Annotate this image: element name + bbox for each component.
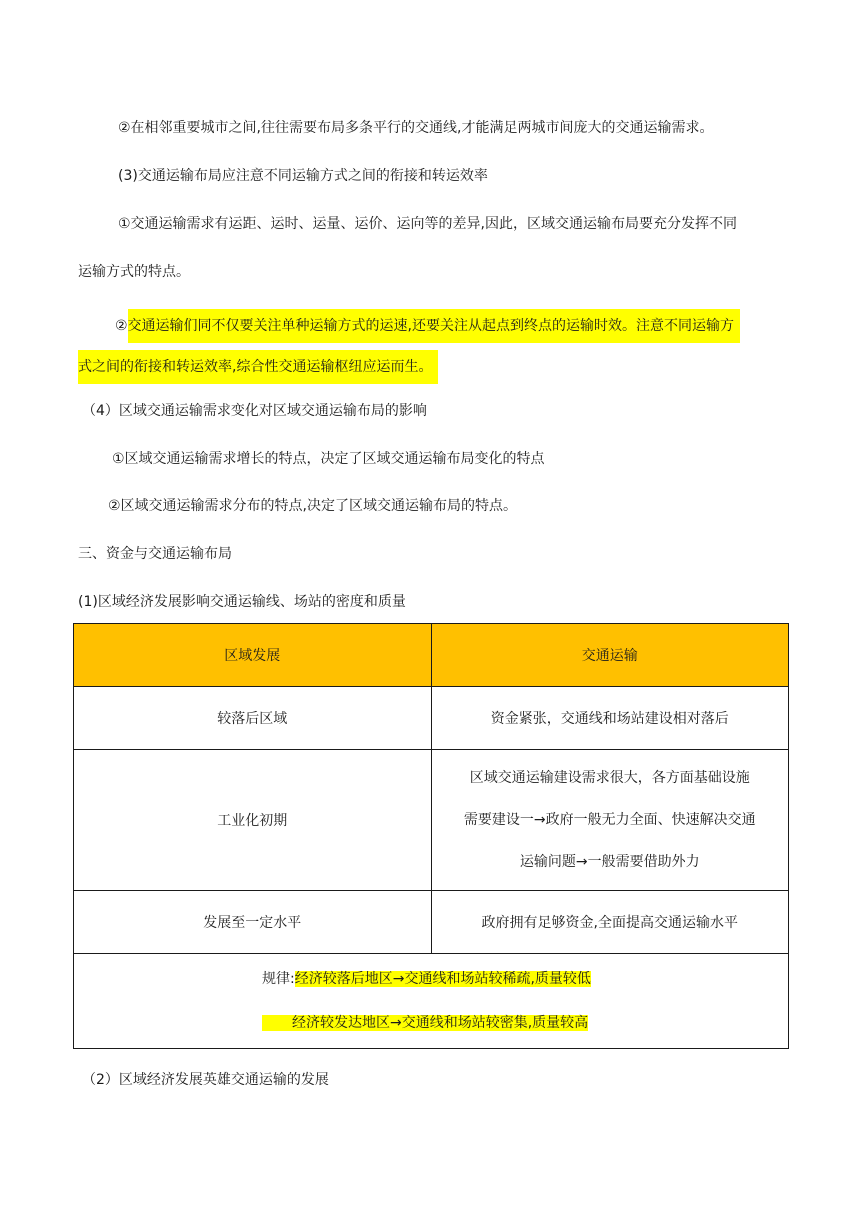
law-text-1: 经济较落后地区→交通线和场站较稀疏,质量较低	[294, 971, 591, 987]
paragraph-transport-diff-2: 运输方式的特点。	[78, 264, 190, 280]
heading-economic-development: （2）区域经济发展英雄交通运输的发展	[82, 1072, 329, 1088]
table-row	[74, 687, 789, 750]
transport-line: 需要建设一→政府一般无力全面、快速解决交通	[463, 812, 756, 828]
header-regional-development: 区域发展	[74, 624, 432, 687]
transport-line: 区域交通运输建设需求很大，各方面基础设施	[469, 770, 750, 786]
table-row	[74, 891, 789, 954]
paragraph-transport-diff-1: ①交通运输需求有运距、运时、运量、运价、运向等的差异,因此，区域交通运输布局要充分发挥不同	[118, 216, 737, 232]
heading-transfer-efficiency: (3)交通运输布局应注意不同运输方式之间的衔接和转运效率	[118, 168, 488, 184]
stage-cell: 较落后区域	[74, 687, 432, 750]
paragraph-demand-growth: ①区域交通运输需求增长的特点，决定了区域交通运输布局变化的特点	[112, 451, 545, 467]
table-header-row	[74, 624, 789, 687]
law-cell	[74, 954, 789, 1049]
law-line-1	[82, 957, 780, 1001]
law-line-2	[82, 1001, 780, 1045]
heading-demand-change: （4）区域交通运输需求变化对区域交通运输布局的影响	[82, 403, 427, 419]
paragraph-demand-distribution: ②区域交通运输需求分布的特点,决定了区域交通运输布局的特点。	[108, 498, 517, 514]
stage-cell: 工业化初期	[74, 750, 432, 891]
table-row	[74, 750, 789, 891]
highlighted-text: 式之间的衔接和转运效率,综合性交通运输枢纽应运而生。	[78, 350, 438, 384]
heading-economic-density: (1)区域经济发展影响交通运输线、场站的密度和质量	[78, 594, 406, 610]
paragraph-parallel-lines: ②在相邻重要城市之间,往往需要布局多条平行的交通线,才能满足两城市间庞大的交通运输需求。	[118, 120, 714, 136]
transport-cell: 资金紧张，交通线和场站建设相对落后	[431, 687, 789, 750]
list-marker: ②	[115, 318, 128, 334]
paragraph-highlight-1	[115, 309, 740, 343]
development-transport-table	[73, 623, 789, 1049]
stage-cell: 发展至一定水平	[74, 891, 432, 954]
law-label: 规律:	[262, 971, 295, 987]
law-text-2: 经济较发达地区→交通线和场站较密集,质量较高	[262, 1015, 588, 1031]
header-transportation: 交通运输	[431, 624, 789, 687]
section-heading-funds: 三、资金与交通运输布局	[78, 546, 232, 562]
transport-line: 运输问题→一般需要借助外力	[519, 854, 700, 870]
transport-cell	[431, 750, 789, 891]
paragraph-highlight-2	[78, 350, 438, 384]
transport-cell: 政府拥有足够资金,全面提高交通运输水平	[431, 891, 789, 954]
highlighted-text: 交通运输们同不仅要关注单种运输方式的运速,还要关注从起点到终点的运输时效。注意不同运输方	[128, 309, 740, 343]
table-law-row	[74, 954, 789, 1049]
